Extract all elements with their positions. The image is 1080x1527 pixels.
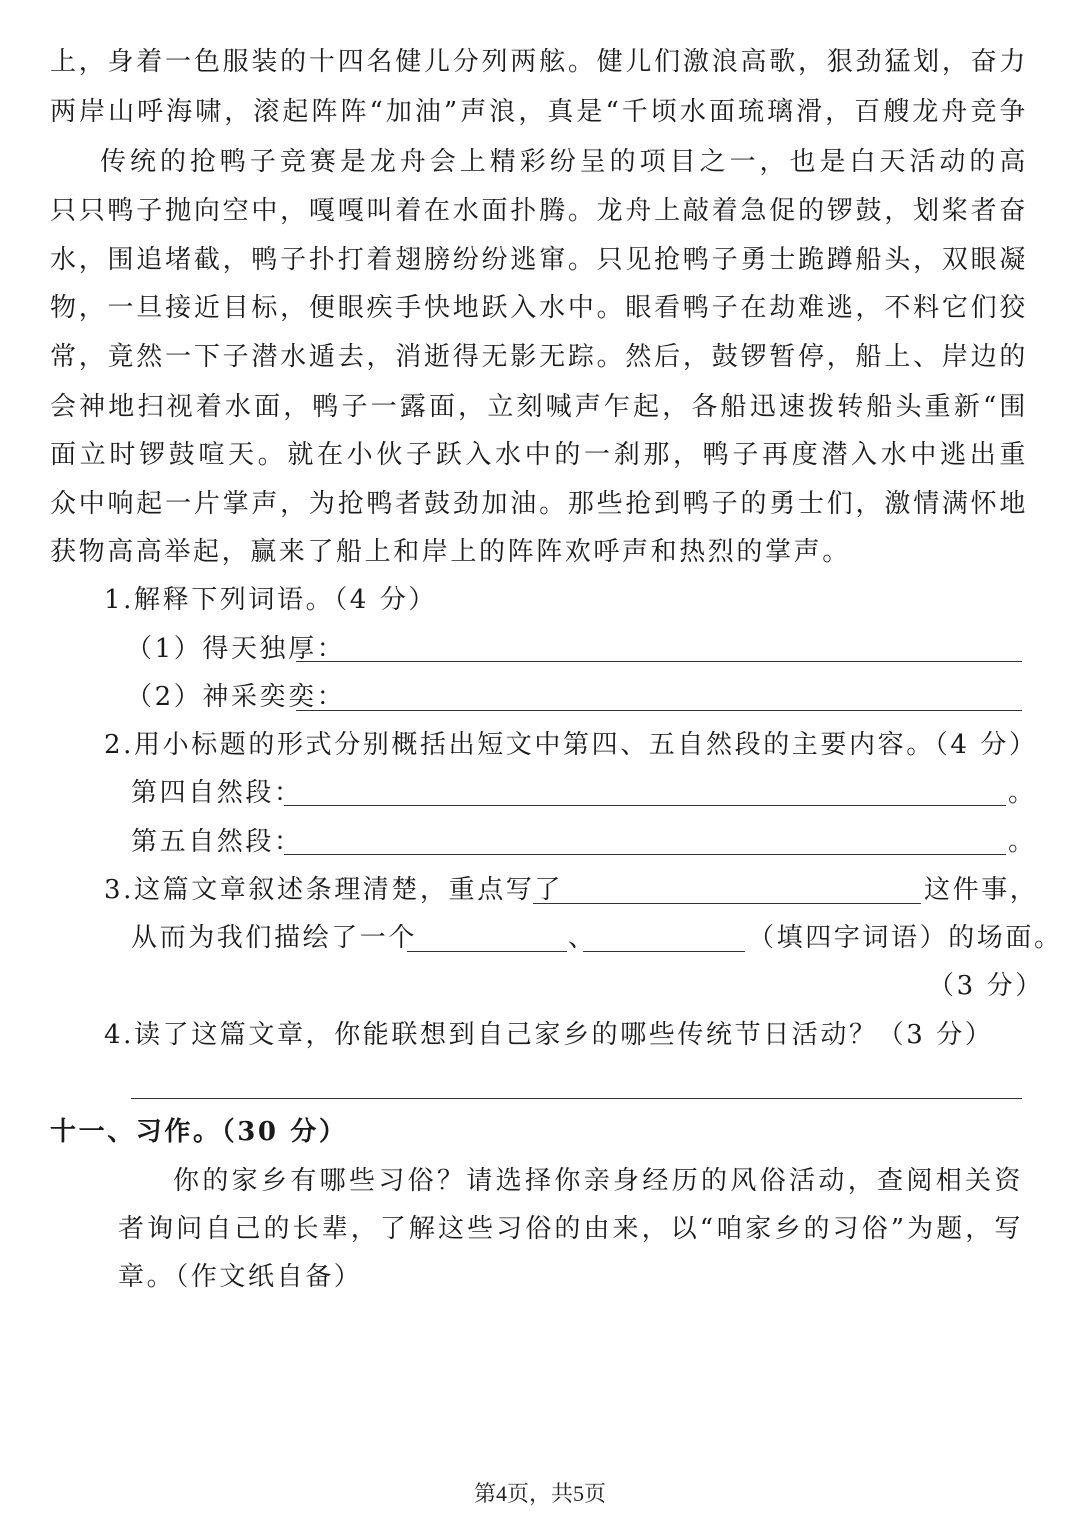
- question-2-item-2-answer-line[interactable]: [284, 854, 1006, 855]
- question-3-separator: 、: [568, 923, 597, 953]
- question-4-title: 4.读了这篇文章，你能联想到自己家乡的哪些传统节日活动？（3 分）: [104, 1020, 994, 1050]
- passage-line-3: 传统的抢鸭子竞赛是龙舟会上精彩纷呈的项目之一，也是白天活动的高: [100, 147, 1028, 177]
- question-3-answer-line-2[interactable]: [407, 951, 567, 952]
- question-3-answer-line-1[interactable]: [533, 903, 921, 904]
- question-3-text-part-3: 从而为我们描绘了一个: [131, 923, 418, 953]
- question-3-answer-line-3[interactable]: [583, 951, 745, 952]
- question-1-title: 1.解释下列词语。（4 分）: [104, 585, 438, 615]
- question-1-item-1-label: （1）得天独厚：: [126, 634, 346, 664]
- question-2-item-2-end-mark: 。: [1008, 827, 1037, 857]
- passage-line-7: 常，竟然一下子潜水遁去，消逝得无影无踪。然后，鼓锣暂停，船上、岸边的: [50, 342, 1028, 372]
- question-2-title: 2.用小标题的形式分别概括出短文中第四、五自然段的主要内容。（4 分）: [104, 730, 1038, 760]
- question-1-item-2-answer-line[interactable]: [296, 710, 1022, 711]
- question-4-answer-line[interactable]: [131, 1098, 1022, 1099]
- passage-line-1: 上，身着一色服装的十四名健儿分列两舷。健儿们激浪高歌，狠劲猛划，奋力: [50, 47, 1028, 77]
- passage-line-6: 物，一旦接近目标，便眼疾手快地跃入水中。眼看鸭子在劫难逃，不料它们狡: [50, 293, 1028, 323]
- passage-line-8: 会神地扫视着水面，鸭子一露面，立刻喊声乍起，各船迅速拨转船头重新“围: [50, 392, 1028, 422]
- page-number-footer: 第4页，共5页: [473, 1481, 606, 1506]
- question-2-item-2-label: 第五自然段：: [131, 827, 303, 857]
- passage-line-5: 水，围追堵截，鸭子扑打着翅膀纷纷逃窜。只见抢鸭子勇士跪蹲船头，双眼凝: [50, 245, 1028, 275]
- passage-line-4: 只只鸭子抛向空中，嘎嘎叫着在水面扑腾。龙舟上敲着急促的锣鼓，划桨者奋: [50, 196, 1028, 226]
- question-2-item-1-label: 第四自然段：: [131, 778, 303, 808]
- composition-line-1: 你的家乡有哪些习俗？请选择你亲身经历的风俗活动，查阅相关资: [173, 1166, 1023, 1196]
- question-1-item-2-label: （2）神采奕奕：: [126, 682, 346, 712]
- question-1-item-1-answer-line[interactable]: [296, 661, 1022, 662]
- passage-line-2: 两岸山呼海啸，滚起阵阵“加油”声浪，真是“千顷水面琉璃滑，百艘龙舟竞争: [50, 97, 1028, 127]
- question-3-text-part-1: 3.这篇文章叙述条理清楚，重点写了: [104, 875, 564, 905]
- question-3-text-part-4: （填四字词语）的场面。: [748, 923, 1063, 953]
- question-3-text-part-2: 这件事，: [924, 875, 1039, 905]
- question-3-score: （3 分）: [928, 971, 1044, 1001]
- question-2-item-1-answer-line[interactable]: [284, 805, 1006, 806]
- passage-line-10: 众中响起一片掌声，为抢鸭者鼓劲加油。那些抢到鸭子的勇士们，激情满怀地: [50, 489, 1028, 519]
- question-2-item-1-end-mark: 。: [1008, 778, 1037, 808]
- composition-heading: 十一、习作。（30 分）: [50, 1117, 348, 1147]
- passage-line-9: 面立时锣鼓喧天。就在小伙子跃入水中的一刹那，鸭子再度潜入水中逃出重: [50, 440, 1028, 470]
- composition-line-2: 者询问自己的长辈，了解这些习俗的由来，以“咱家乡的习俗”为题，写: [118, 1214, 1023, 1244]
- composition-line-3: 章。（作文纸自备）: [118, 1262, 363, 1292]
- passage-line-11: 获物高高举起，赢来了船上和岸上的阵阵欢呼声和热烈的掌声。: [50, 537, 851, 567]
